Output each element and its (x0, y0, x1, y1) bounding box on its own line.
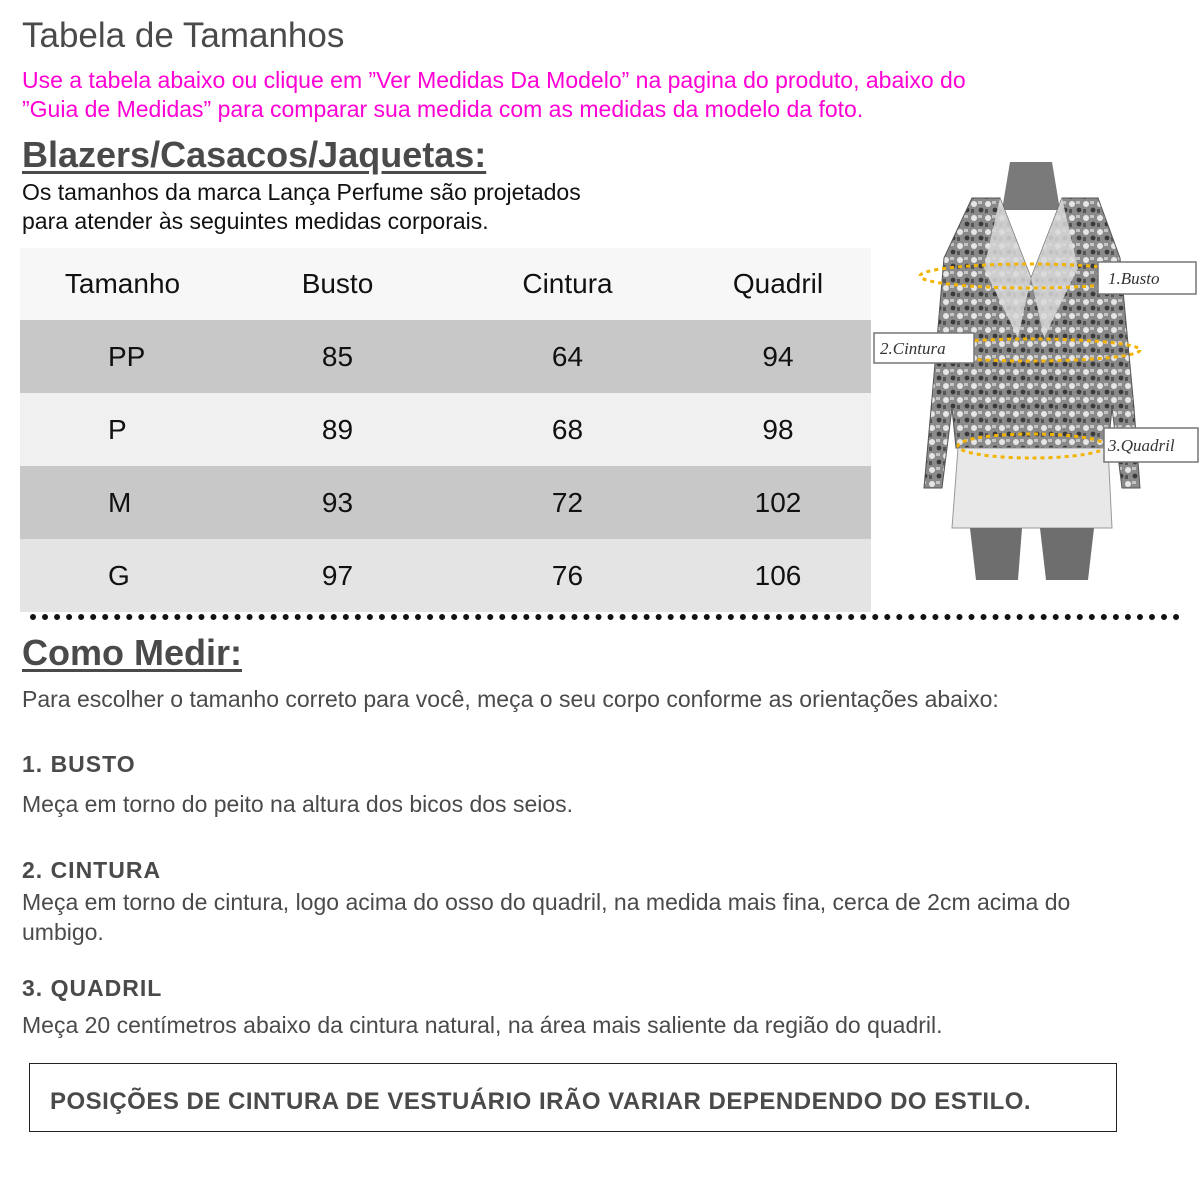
notice-text: POSIÇÕES DE CINTURA DE VESTUÁRIO IRÃO VARIAR DEPENDENDO DO ESTILO. (50, 1088, 1032, 1115)
cell-quadril: 94 (762, 340, 794, 372)
header-tamanho: Tamanho (64, 268, 181, 299)
cell-busto: 93 (321, 486, 354, 518)
step-busto-title: 1. BUSTO (22, 751, 136, 777)
cell-size: P (108, 413, 127, 445)
cell-size: PP (108, 340, 146, 372)
cell-busto: 97 (321, 559, 354, 591)
size-section-heading: Blazers/Casacos/Jaquetas: (22, 134, 487, 175)
label-busto: 1.Busto (1108, 269, 1160, 288)
cell-size: M (108, 486, 132, 518)
step-quadril-text: Meça 20 centímetros abaixo da cintura natural, na área mais saliente da região do quadril. (22, 1012, 943, 1038)
cell-quadril: 102 (754, 486, 802, 518)
model-legs (970, 528, 1094, 580)
table-row (20, 466, 871, 539)
size-table (20, 248, 871, 612)
cell-size: G (108, 559, 130, 591)
notice-box (29, 1063, 1117, 1132)
intro-line-1: Use a tabela abaixo ou clique em ”Ver Medidas Da Modelo” na pagina do produto, abaixo do (22, 67, 966, 93)
header-quadril: Quadril (732, 268, 824, 299)
label-cintura: 2.Cintura (880, 339, 946, 358)
cell-quadril: 106 (754, 559, 802, 591)
how-to-heading: Como Medir: (22, 632, 242, 673)
size-table-header (20, 248, 871, 320)
intro-line-2: ”Guia de Medidas” para comparar sua medida com as medidas da modelo da foto. (22, 96, 864, 122)
header-cintura: Cintura (522, 268, 613, 299)
table-row (20, 393, 871, 466)
model-neck (1002, 162, 1060, 210)
cell-busto: 85 (321, 340, 354, 372)
brand-note (22, 178, 581, 236)
cell-cintura: 64 (551, 340, 584, 372)
table-row (20, 320, 871, 393)
step-cintura-title: 2. CINTURA (22, 857, 162, 883)
step-busto-text: Meça em torno do peito na altura dos bicos dos seios. (22, 791, 574, 817)
step-quadril-title: 3. QUADRIL (22, 975, 163, 1001)
page-title: Tabela de Tamanhos (22, 16, 345, 55)
skirt (952, 448, 1112, 528)
brand-note-line-2: para atender às seguintes medidas corporais. (22, 208, 489, 234)
cell-cintura: 76 (551, 559, 584, 591)
table-row (20, 539, 871, 612)
brand-note-line-1: Os tamanhos da marca Lança Perfume são projetados (22, 179, 581, 205)
label-quadril: 3.Quadril (1108, 436, 1175, 455)
cell-quadril: 98 (762, 413, 794, 445)
intro-text (22, 66, 1192, 124)
step-cintura-text: Meça em torno de cintura, logo acima do osso do quadril, na medida mais fina, cerca de 2cm acima do umbigo. (22, 889, 1071, 945)
cell-cintura: 72 (551, 486, 584, 518)
how-to-intro: Para escolher o tamanho correto para você, meça o seu corpo conforme as orientações abaixo: (22, 686, 999, 712)
header-busto: Busto (301, 268, 374, 299)
model-measurement-figure (872, 158, 1200, 588)
cell-cintura: 68 (551, 413, 584, 445)
cell-busto: 89 (321, 413, 354, 445)
section-divider (30, 614, 1180, 620)
